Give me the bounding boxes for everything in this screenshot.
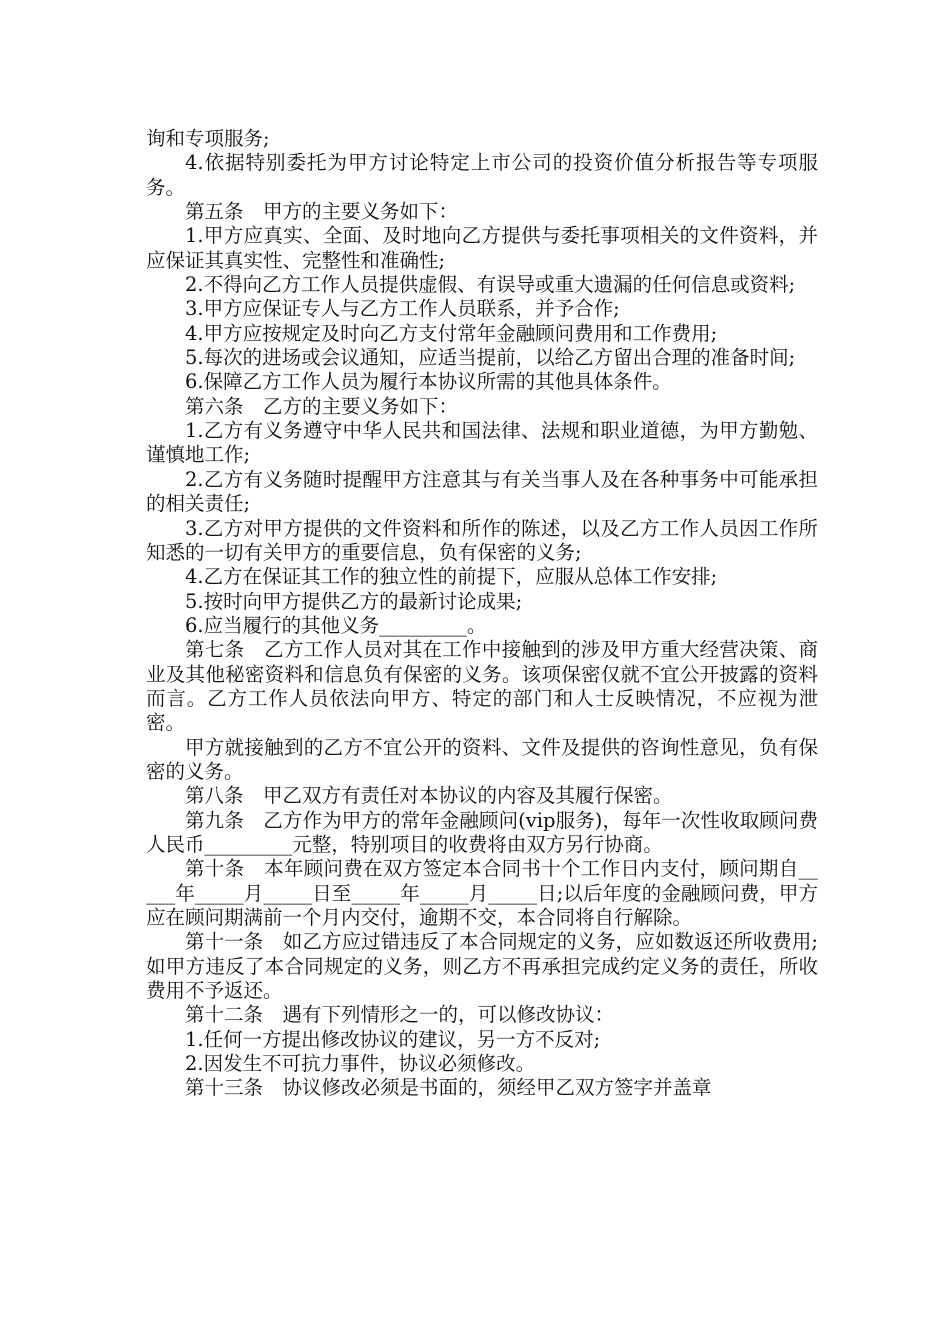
article-12-item-2: 2.因发生不可抗力事件，协议必须修改。 (185, 1052, 536, 1076)
article-12-item-1: 1.任何一方提出修改协议的建议，另一方不反对; (185, 1027, 601, 1051)
article-10: 第十条 本年顾问费在双方签定本合同书十个工作日内支付，顾问期自_____年_____月_____日至_____年_____月_____日;以后年度的金融顾问费，甲方应在顾问期满前一个月内交付，逾期不交，本合同将自行解除。 (146, 857, 818, 929)
article-5-heading: 第五条 甲方的主要义务如下： (185, 200, 459, 224)
document-page (146, 127, 818, 1101)
article-6-item-2: 2.乙方有义务随时提醒甲方注意其与有关当事人及在各种事务中可能承担的相关责任; (146, 467, 818, 516)
article-7: 第七条 乙方工作人员对其在工作中接触到的涉及甲方重大经营决策、商业及其他秘密资料和信息负有保密的义务。该项保密仅就不宜公开披露的资料而言。乙方工作人员依法向甲方、特定的部门和人士反映情况，不应视为泄密。 (146, 638, 818, 735)
article-9: 第九条 乙方作为甲方的常年金融顾问(vip服务)，每年一次性收取顾问费人民币_________元整，特别项目的收费将由双方另行协商。 (146, 808, 818, 856)
article-5-item-1: 1.甲方应真实、全面、及时地向乙方提供与委托事项相关的文件资料，并应保证其真实性、完整性和准确性; (146, 224, 818, 272)
article-7-paragraph-2: 甲方就接触到的乙方不宜公开的资料、文件及提供的咨询性意见，负有保密的义务。 (146, 735, 818, 783)
clause-4-special-services: 4.依据特别委托为甲方讨论特定上市公司的投资价值分析报告等专项服务。 (146, 151, 818, 199)
article-11: 第十一条 如乙方应过错违反了本合同规定的义务，应如数返还所收费用;如甲方违反了本合同规定的义务，则乙方不再承担完成约定义务的责任，所收费用不予返还。 (146, 930, 818, 1003)
article-6-item-6: 6.应当履行的其他义务_________。 (185, 613, 487, 637)
article-6-item-4: 4.乙方在保证其工作的独立性的前提下，应服从总体工作安排; (185, 565, 718, 589)
article-6-item-5: 5.按时向甲方提供乙方的最新讨论成果; (185, 589, 523, 613)
article-5-item-3: 3.甲方应保证专人与乙方工作人员联系，并予合作; (185, 297, 620, 321)
article-13: 第十三条 协议修改必须是书面的，须经甲乙双方签字并盖章 (185, 1076, 712, 1100)
article-8: 第八条 甲乙双方有责任对本协议的内容及其履行保密。 (185, 784, 673, 808)
article-6-item-1: 1.乙方有义务遵守中华人民共和国法律、法规和职业道德，为甲方勤勉、谨慎地工作; (146, 419, 818, 467)
paragraph-continuation: 询和专项服务; (146, 127, 270, 150)
article-5-item-5: 5.每次的进场或会议通知，应适当提前，以给乙方留出合理的准备时间; (185, 346, 796, 370)
article-6-item-3: 3.乙方对甲方提供的文件资料和所作的陈述，以及乙方工作人员因工作所知悉的一切有关甲方的重要信息，负有保密的义务; (146, 516, 818, 564)
article-5-item-4: 4.甲方应按规定及时向乙方支付常年金融顾问费用和工作费用; (185, 321, 718, 345)
article-12-heading: 第十二条 遇有下列情形之一的，可以修改协议： (185, 1003, 615, 1027)
article-5-item-6: 6.保障乙方工作人员为履行本协议所需的其他具体条件。 (185, 370, 672, 394)
article-6-heading: 第六条 乙方的主要义务如下： (185, 394, 459, 418)
article-5-item-2: 2.不得向乙方工作人员提供虚假、有误导或重大遗漏的任何信息或资料; (185, 273, 796, 297)
